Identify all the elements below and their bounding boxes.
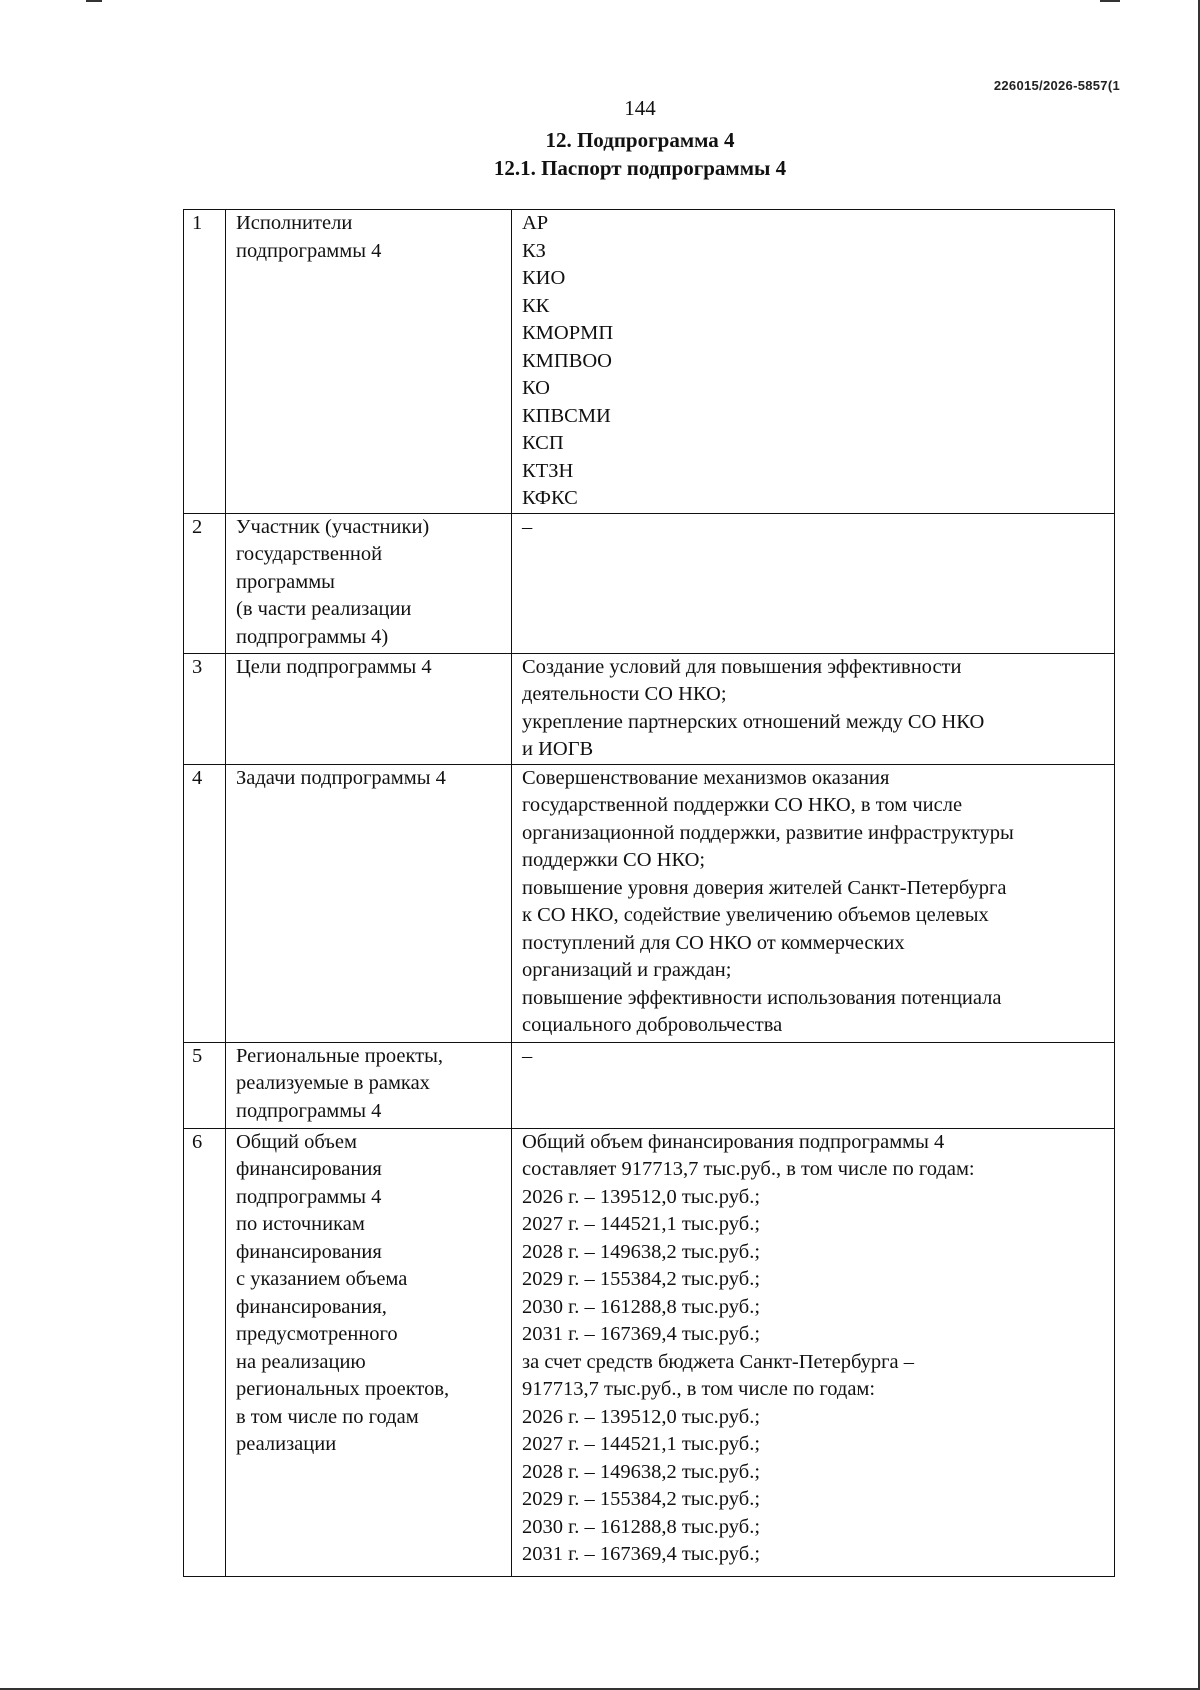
section-title: 12. Подпрограмма 4 [545,128,735,152]
page-number: 144 [624,96,656,120]
row-value-line: 2030 г. – 161288,8 тыс.руб.; [522,1295,761,1318]
row-value-line: КК [522,294,550,317]
row-label-line: подпрограммы 4 [236,239,382,262]
row-value-line: повышение эффективности использования потенциала [522,986,1002,1009]
row-label-line: финансирования, [236,1295,387,1318]
row-label-line: Задачи подпрограммы 4 [236,766,446,789]
row-label-line: государственной [236,543,383,565]
row-label-line: программы [236,570,335,593]
row-value-line: КМОРМП [522,322,614,344]
row-value-line: повышение уровня доверия жителей Санкт-Петербурга [522,876,1007,899]
row-value-line: 2028 г. – 149638,2 тыс.руб.; [522,1240,761,1263]
row-number: 6 [184,1128,226,1576]
row-value-line: 2027 г. – 144521,1 тыс.руб.; [522,1213,761,1235]
row-value-line: организационной поддержки, развитие инфраструктуры [522,821,1014,844]
row-value-cell [512,210,1115,514]
row-value-line: поступлений для СО НКО от коммерческих [522,931,905,954]
row-value-line: поддержки СО НКО; [522,849,706,871]
row-value-line: 2026 г. – 139512,0 тыс.руб.; [522,1405,761,1428]
row-label-line: с указанием объема [236,1268,408,1290]
row-value-cell [512,1128,1115,1576]
row-value-cell [512,764,1115,1042]
subsection-title: 12.1. Паспорт подпрограммы 4 [493,156,787,180]
row-value-line: 2029 г. – 155384,2 тыс.руб.; [522,1488,761,1510]
row-number: 2 [184,513,226,653]
row-label-line: Участник (участники) [236,515,430,538]
scan-edge-top [86,0,102,2]
row-value-line: КПВСМИ [522,404,611,427]
row-value-cell [512,1042,1115,1128]
passport-table [183,209,1115,1577]
row-value-line: – [522,1044,533,1067]
row-label-line: предусмотренного [236,1323,398,1345]
row-value-line: деятельности СО НКО; [522,683,727,705]
row-label-line: подпрограммы 4 [236,1099,382,1122]
row-label-cell [226,653,512,764]
table-row [184,1128,1115,1576]
row-value-line: социального добровольчества [522,1014,783,1036]
row-label-line: Цели подпрограммы 4 [236,655,432,678]
row-value-line: и ИОГВ [522,738,594,760]
row-label-cell [226,513,512,653]
row-value-line: КИО [522,267,566,289]
row-value-line: Создание условий для повышения эффективности [522,655,962,678]
row-label-line: региональных проектов, [236,1378,450,1400]
scan-edge-top [1100,0,1120,2]
row-label-cell [226,1042,512,1128]
row-label-line: Региональные проекты, [236,1044,444,1067]
row-value-line: КМПВОО [522,349,612,372]
row-value-line: КФКС [522,487,578,509]
row-value-line: 2031 г. – 167369,4 тыс.руб.; [522,1323,761,1345]
row-value-line: укрепление партнерских отношений между СО НКО [522,710,985,733]
row-value-cell [512,513,1115,653]
row-number: 4 [184,764,226,1042]
row-number: 3 [184,653,226,764]
document-id: 226015/2026-5857(1 [993,78,1120,93]
row-label-cell [226,210,512,514]
row-label-line: реализации [236,1433,337,1455]
row-value-line: КСП [522,432,564,454]
row-value-line: 917713,7 тыс.руб., в том числе по годам: [522,1378,876,1400]
row-value-line: государственной поддержки СО НКО, в том числе [522,794,963,816]
table-row [184,513,1115,653]
row-value-line: – [522,515,533,538]
row-label-line: на реализацию [236,1350,366,1373]
row-label-line: финансирования [236,1158,382,1180]
row-label-line: финансирования [236,1240,382,1263]
table-row [184,653,1115,764]
table-row [184,764,1115,1042]
row-label-line: в том числе по годам [236,1405,419,1428]
row-value-line: АР [522,212,549,234]
table-row [184,210,1115,514]
row-value-line: КТЗН [522,459,574,482]
row-number: 5 [184,1042,226,1128]
row-number: 1 [184,210,226,514]
row-label-cell [226,1128,512,1576]
row-value-line: за счет средств бюджета Санкт-Петербурга – [522,1350,914,1373]
row-value-line: КЗ [522,239,546,262]
row-value-line: 2031 г. – 167369,4 тыс.руб.; [522,1543,761,1565]
row-label-cell [226,764,512,1042]
row-value-line: 2028 г. – 149638,2 тыс.руб.; [522,1460,761,1483]
row-value-line: организаций и граждан; [522,959,732,981]
row-value-line: КО [522,377,550,399]
row-value-line: 2030 г. – 161288,8 тыс.руб.; [522,1515,761,1538]
row-value-line: Общий объем финансирования подпрограммы 4 [522,1130,945,1153]
row-value-line: составляет 917713,7 тыс.руб., в том числе по годам: [522,1158,975,1180]
row-value-line: 2026 г. – 139512,0 тыс.руб.; [522,1185,761,1208]
row-label-line: (в части реализации [236,598,412,620]
row-label-line: Общий объем [236,1130,357,1153]
row-label-line: Исполнители [236,212,353,234]
row-value-line: Совершенствование механизмов оказания [522,766,890,789]
row-value-cell [512,653,1115,764]
row-label-line: реализуемые в рамках [236,1072,430,1094]
table-row [184,1042,1115,1128]
row-value-line: к СО НКО, содействие увеличению объемов целевых [522,904,989,926]
row-value-line: 2029 г. – 155384,2 тыс.руб.; [522,1268,761,1290]
row-value-line: 2027 г. – 144521,1 тыс.руб.; [522,1433,761,1455]
row-label-line: подпрограммы 4) [236,625,389,648]
row-label-line: по источникам [236,1213,365,1235]
row-label-line: подпрограммы 4 [236,1185,382,1208]
